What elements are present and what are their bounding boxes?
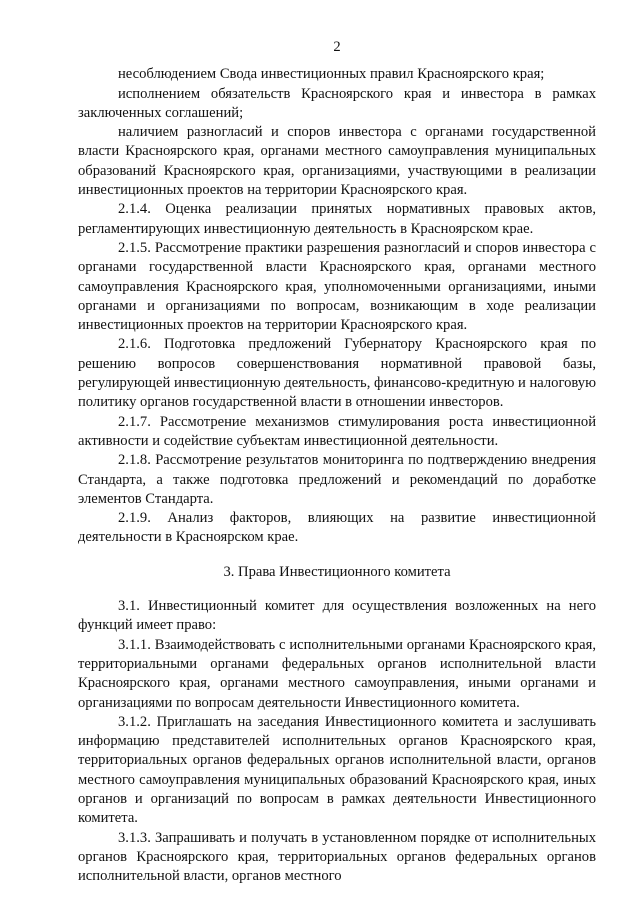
section-heading: 3. Права Инвестиционного комитета xyxy=(223,563,451,580)
paragraph: 3.1. Инвестиционный комитет для осуществления возложенных на него функций имеет право: xyxy=(78,598,596,634)
paragraph: 2.1.4. Оценка реализации принятых нормативных правовых актов, регламентирующих инвестиционную деятельность в Красноярском крае. xyxy=(78,201,596,237)
paragraph: 3.1.1. Взаимодействовать с исполнительными органами Красноярского края, территориальными органами федеральных органов исполнительной власти Красноярского края, органами местного самоуправления, иными органами и организациями по вопросам деятельности Инвестиционного комитета. xyxy=(78,636,596,711)
paragraph: наличием разногласий и споров инвестора с органами государственной власти Красноярского края, органами местного самоуправления муниципальных образований Красноярского края, организациями, участвующими в реализации инвестиционных проектов на территории Красноярского края. xyxy=(78,124,596,199)
paragraph: 2.1.8. Рассмотрение результатов мониторинга по подтверждению внедрения Стандарта, а также подготовка предложений и рекомендаций по доработке элементов Стандарта. xyxy=(78,452,596,507)
paragraph: 3.1.2. Приглашать на заседания Инвестиционного комитета и заслушивать информацию представителей исполнительных органов Красноярского края, территориальных органов федеральных органов исполнительной власти, органов местного самоуправления муниципальных образований Красноярского края, иных органов и организаций по вопросам в рамках деятельности Инвестиционного комитета. xyxy=(78,713,596,827)
paragraph: 2.1.6. Подготовка предложений Губернатору Красноярского края по решению вопросов совершенствования нормативной правовой базы, регулирующей инвестиционную деятельность, финансово-кредитную и налоговую политику органов государственной власти в отношении инвесторов. xyxy=(78,336,596,411)
paragraph: 2.1.5. Рассмотрение практики разрешения разногласий и споров инвестора с органами государственной власти Красноярского края, органами местного самоуправления Красноярского края, уполномоченными организациями, иными органами и организациями по вопросам, возникающим в ходе реализации инвестиционных проектов на территории Красноярского края. xyxy=(78,239,596,334)
paragraph: 3.1.3. Запрашивать и получать в установленном порядке от исполнительных органов Красноярского края, территориальных органов федеральных органов исполнительной власти, органов местного xyxy=(78,829,596,885)
paragraph: 2.1.9. Анализ факторов, влияющих на развитие инвестиционной деятельности в Красноярском крае. xyxy=(78,510,596,546)
paragraph: исполнением обязательств Красноярского края и инвестора в рамках заключенных соглашений; xyxy=(78,85,596,121)
paragraph: несоблюдением Свода инвестиционных правил Красноярского края; xyxy=(118,66,545,83)
page-number: 2 xyxy=(333,39,341,55)
paragraph: 2.1.7. Рассмотрение механизмов стимулирования роста инвестиционной активности и содействие субъектам инвестиционной деятельности. xyxy=(78,413,596,449)
